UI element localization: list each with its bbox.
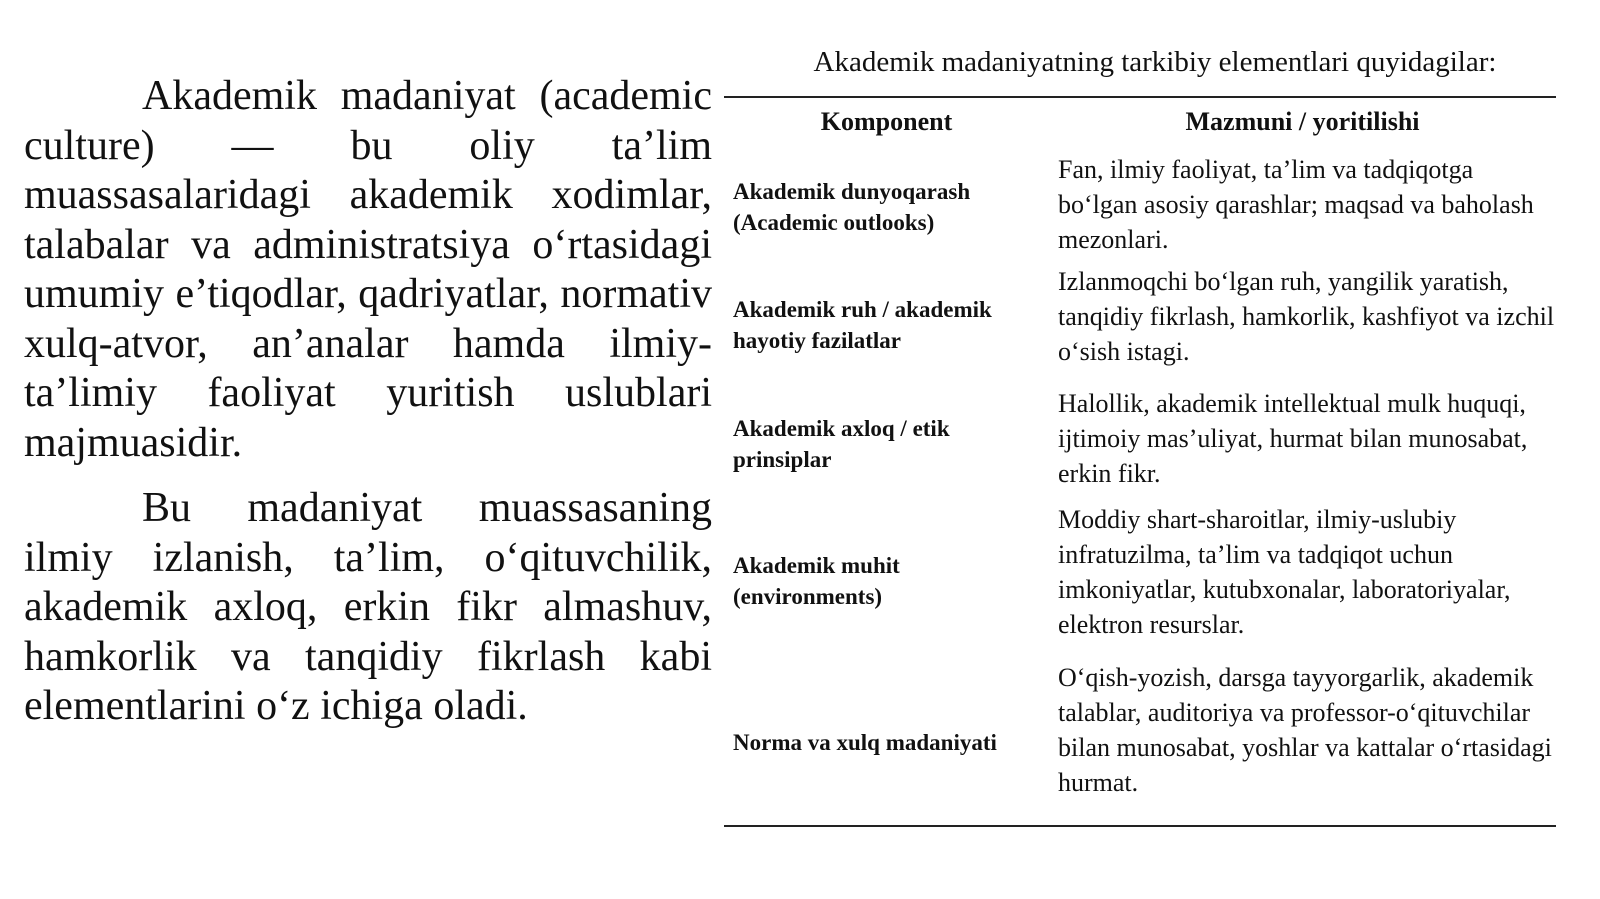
header-component: Komponent <box>820 107 953 136</box>
paragraph-definition: Akademik madaniyat (academic culture) — bu oliy ta’lim muassasalaridagi akademik xodimlar, talabalar va administratsiya o‘rtasidagi umumiy e’tiqodlar, qadriyatlar, normativ xulq-atvor, an’analar hamda ilmiy-ta’limiy faoliyat yuritish uslublari majmuasidir. <box>24 73 712 466</box>
component-cell: Akademik muhit (environments) <box>733 553 900 609</box>
component-cell: Akademik ruh / akademik hayotiy fazilatlar <box>733 297 992 353</box>
header-description: Mazmuni / yoritilishi <box>1185 107 1420 136</box>
description-cell: O‘qish-yozish, darsga tayyorgarlik, akademik talablar, auditoriya va professor-o‘qituvchilar bilan munosabat, yoshlar va kattalar o‘rtasidagi hurmat. <box>1058 663 1552 797</box>
table-row <box>724 386 1556 502</box>
description-cell: Fan, ilmiy faoliyat, ta’lim va tadqiqotga bo‘lgan asosiy qarashlar; maqsad va baholash mezonlari. <box>1058 155 1534 254</box>
table-header-row <box>724 97 1556 150</box>
table-caption: Akademik madaniyatning tarkibiy elementlari quyidagilar: <box>813 46 1497 78</box>
components-table <box>724 96 1556 827</box>
table-row <box>724 502 1556 660</box>
component-cell: Akademik dunyoqarash (Academic outlooks) <box>733 179 971 235</box>
table-row <box>724 150 1556 264</box>
definition-text <box>24 72 712 748</box>
description-cell: Moddiy shart-sharoitlar, ilmiy-uslubiy infratuzilma, ta’lim va tadqiqot uchun imkoniyatlar, kutubxonalar, laboratoriyalar, elektron resurslar. <box>1058 505 1511 639</box>
description-cell: Izlanmoqchi bo‘lgan ruh, yangilik yaratish, tanqidiy fikrlash, hamkorlik, kashfiyot va izchil o‘sish istagi. <box>1058 267 1555 366</box>
components-panel <box>724 44 1556 827</box>
component-cell: Akademik axloq / etik prinsiplar <box>733 416 950 472</box>
table-row <box>724 264 1556 386</box>
description-cell: Halollik, akademik intellektual mulk huquqi, ijtimoiy mas’uliyat, hurmat bilan munosabat, erkin fikr. <box>1058 389 1528 488</box>
table-row <box>724 660 1556 826</box>
paragraph-elements: Bu madaniyat muassasaning ilmiy izlanish, ta’lim, o‘qituvchilik, akademik axloq, erkin fikr almashuv, hamkorlik va tanqidiy fikrlash kabi elementlarini o‘z ichiga oladi. <box>24 485 712 729</box>
component-cell: Norma va xulq madaniyati <box>733 730 997 755</box>
